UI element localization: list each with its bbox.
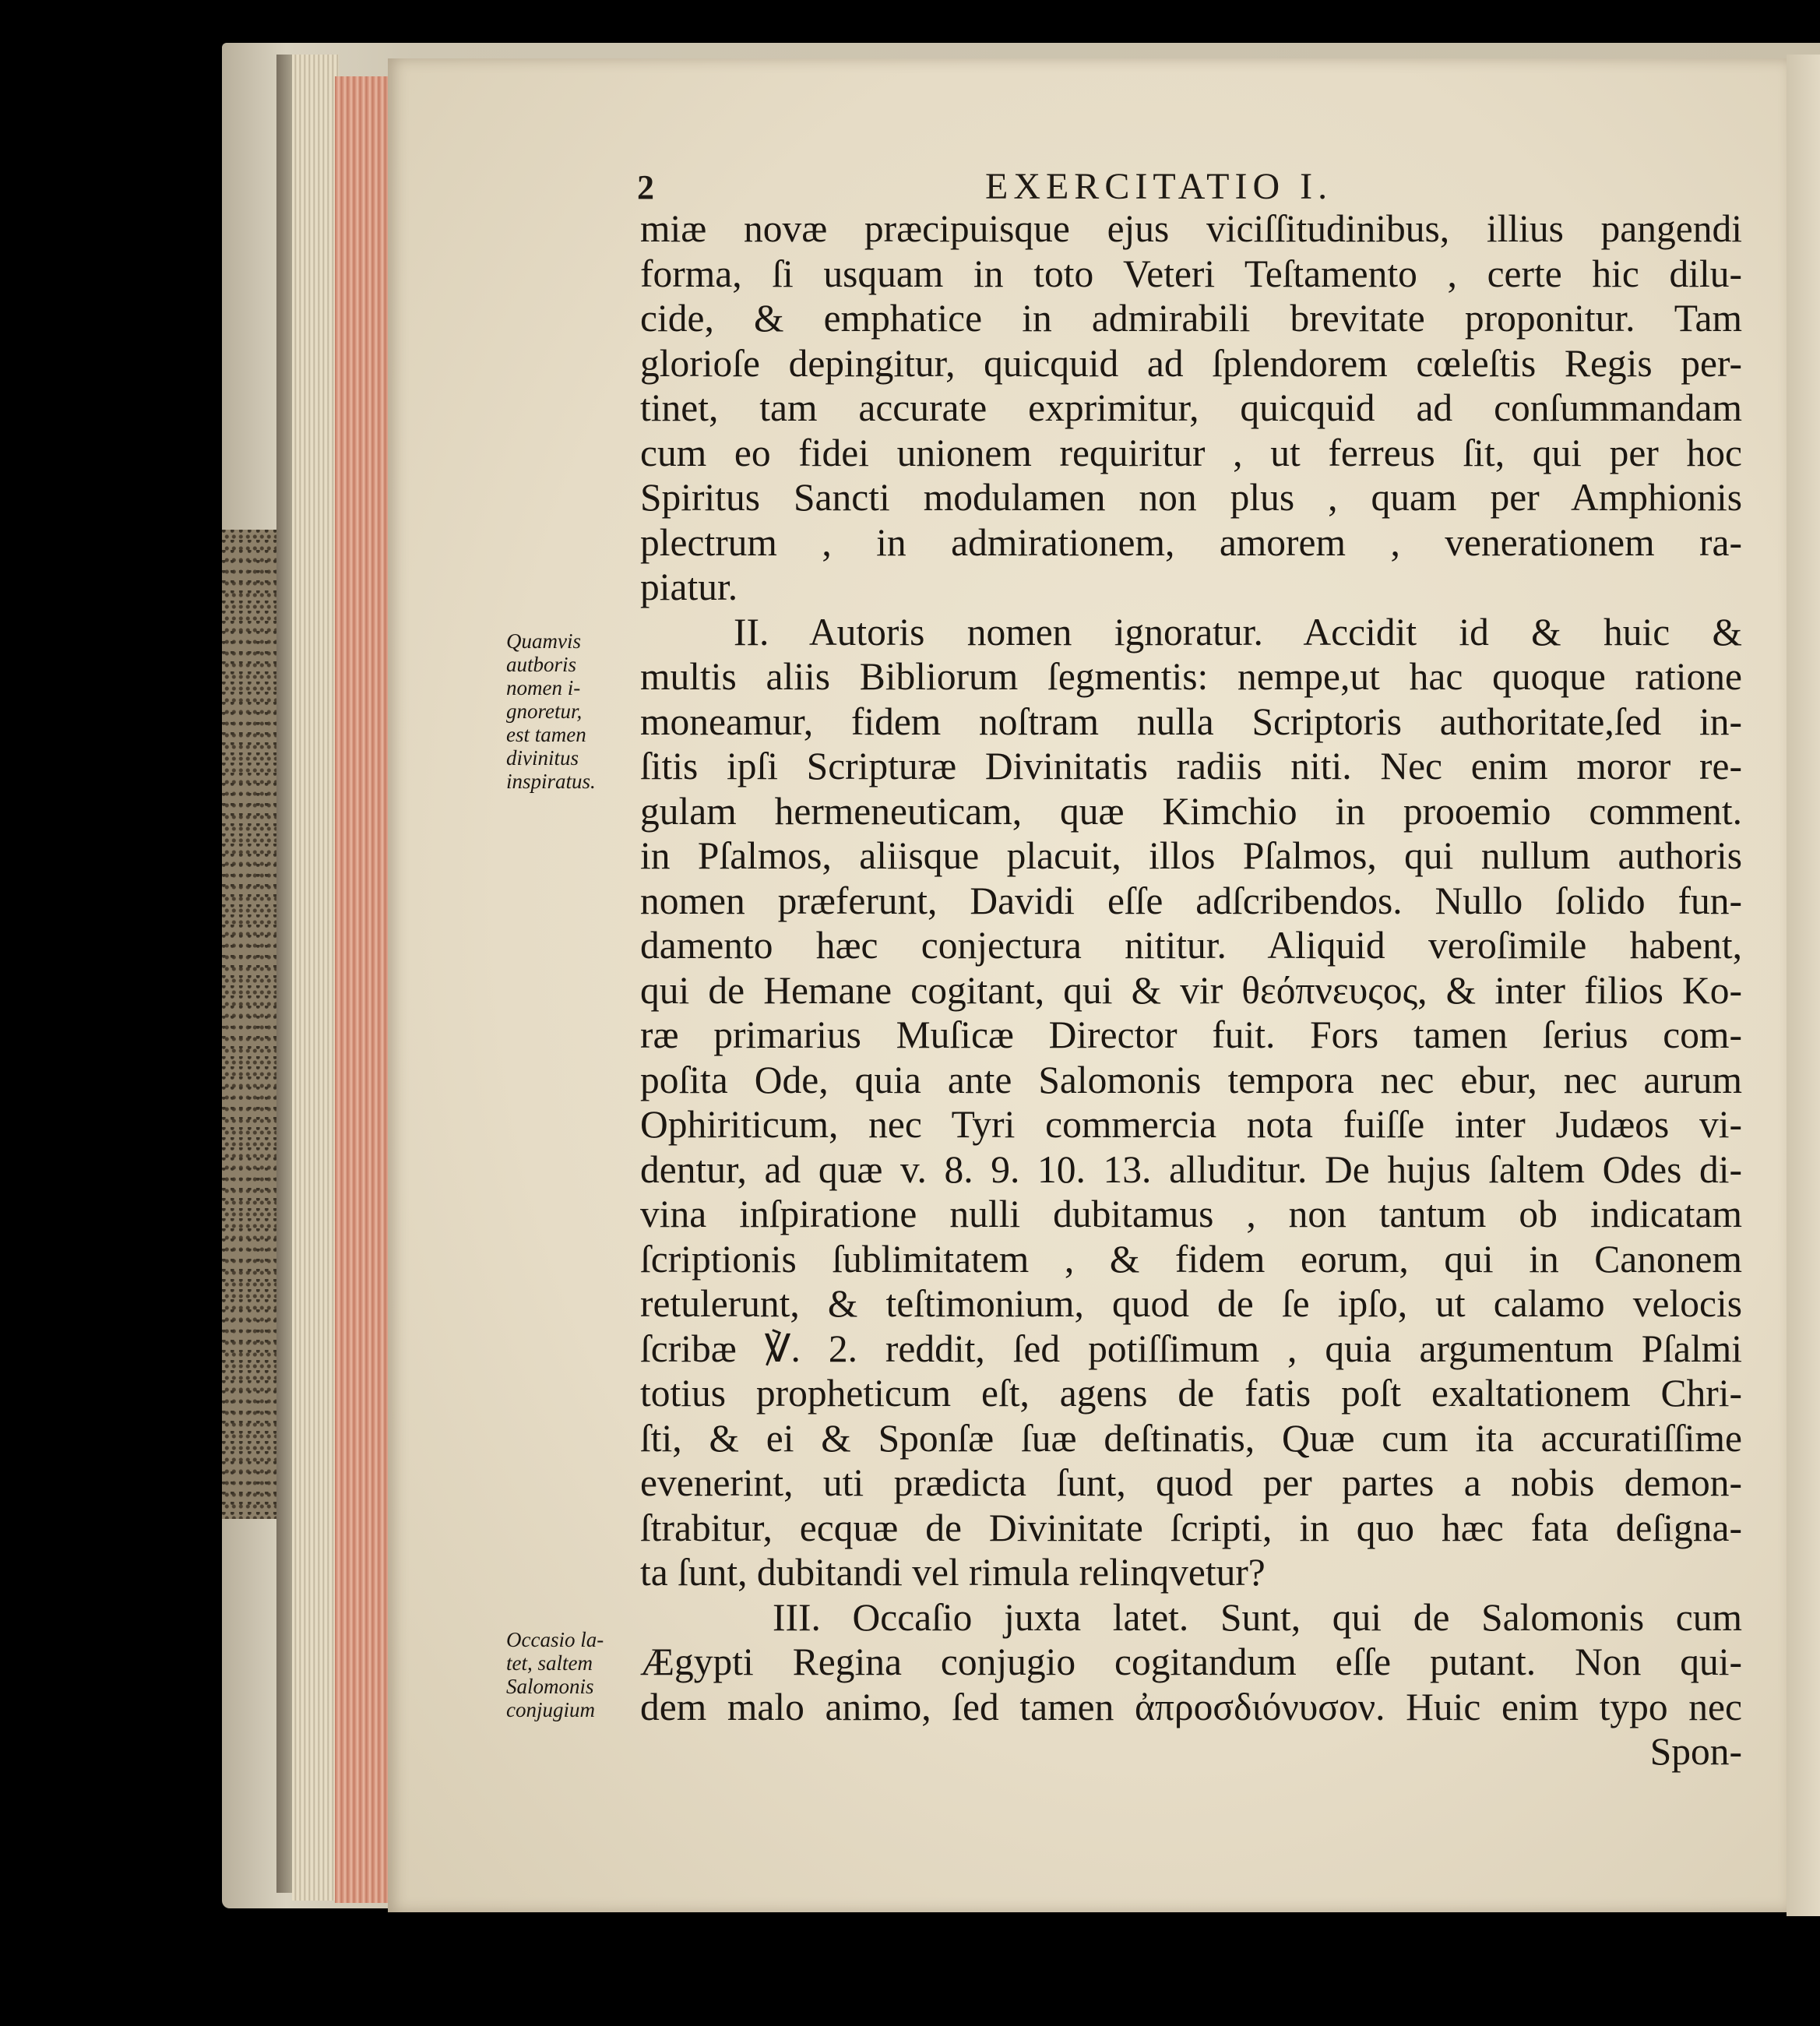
text-line: dem malo animo, ſed tamen ἀπροσδιόνυσον. Huic enim typo nec	[640, 1685, 1742, 1728]
paragraph-start-line: II. Autoris nomen ignoratur. Accidit id & huic &	[734, 610, 1742, 654]
text-line: Spiritus Sancti modulamen non plus , quam per Amphionis	[640, 476, 1742, 519]
page-number: 2	[637, 168, 654, 206]
text-line: retulerunt, & teſtimonium, quod de ſe ipſo, ut calamo velocis	[640, 1282, 1742, 1325]
text-line: cide, & emphatice in admirabili brevitate proponitur. Tam	[640, 297, 1742, 340]
text-line: nomen præferunt, Davidi eſſe adſcribendos. Nullo ſolido fun-	[640, 879, 1742, 922]
margin-note-line: conjugium	[506, 1698, 595, 1721]
text-line: damento hæc conjectura nititur. Aliquid veroſimile habent,	[640, 924, 1742, 967]
body-text	[640, 206, 1742, 1774]
margin-note-line: gnoretur,	[506, 699, 583, 723]
margin-note-occasion	[506, 1628, 631, 1721]
margin-note-line: nomen i-	[506, 676, 581, 699]
margin-note-authorship	[506, 629, 631, 793]
margin-note-line: Quamvis	[506, 629, 581, 653]
text-line: forma, ſi usquam in toto Veteri Teſtamento , certe hic dilu-	[640, 252, 1742, 295]
text-line: ſitis ipſi Scripturæ Divinitatis radiis niti. Nec enim moror re-	[640, 745, 1742, 787]
red-page-edge	[335, 76, 389, 1903]
running-head-title: EXERCITATIO I.	[985, 166, 1333, 207]
text-line: miæ novæ præcipuisque ejus viciſſitudinibus, illius pangendi	[640, 207, 1742, 250]
text-line: totius propheticum eſt, agens de fatis poſt exaltationem Chri-	[640, 1372, 1742, 1415]
margin-note-line: tet, saltem	[506, 1651, 593, 1675]
text-line: tinet, tam accurate exprimitur, quicquid ad conſummandam	[640, 386, 1742, 429]
text-line: ſcribæ ℣. 2. reddit, ſed potiſſimum , quia argumentum Pſalmi	[640, 1327, 1742, 1370]
margin-note-line: inspiratus.	[506, 770, 596, 793]
text-line: ſtrabitur, ecquæ de Divinitate ſcripti, in quo hæc fata deſigna-	[640, 1506, 1742, 1549]
text-line: moneamur, fidem noſtram nulla Scriptoris authoritate,ſed in-	[640, 699, 1742, 743]
text-line: Ophiriticum, nec Tyri commercia nota fuiſſe inter Judæos vi-	[640, 1103, 1742, 1146]
text-line: Ægypti Regina conjugio cogitandum eſſe putant. Non qui-	[640, 1640, 1742, 1683]
facing-page-edge	[1787, 55, 1820, 1916]
text-line: in Pſalmos, aliisque placuit, illos Pſalmos, qui nullum authoris	[640, 834, 1742, 877]
text-line: ræ primarius Muſicæ Director fuit. Fors tamen ſerius com-	[640, 1013, 1742, 1056]
text-line: ſcriptionis ſublimitatem , & fidem eorum, qui in Canonem	[640, 1237, 1742, 1281]
paragraph-start-line: III. Occaſio juxta latet. Sunt, qui de Salomonis cum	[773, 1595, 1742, 1639]
text-line: poſita Ode, quia ante Salomonis tempora nec ebur, nec aurum	[640, 1058, 1742, 1101]
text-line: ſti, & ei & Sponſæ ſuæ deſtinatis, Quæ cum ita accuratiſſime	[640, 1416, 1742, 1460]
text-line: glorioſe depingitur, quicquid ad ſplendorem cœleſtis Regis per-	[640, 341, 1742, 385]
text-line: plectrum , in admirationem, amorem , venerationem ra-	[640, 520, 1742, 564]
marbled-spine	[222, 530, 276, 1519]
text-line: gulam hermeneuticam, quæ Kimchio in prooemio comment.	[640, 789, 1742, 833]
page-edges	[292, 55, 339, 1901]
text-line: dentur, ad quæ v. 8. 9. 10. 13. alluditur. De hujus ſaltem Odes di-	[640, 1147, 1742, 1191]
margin-note-line: Salomonis	[506, 1675, 594, 1698]
text-line: qui de Hemane cogitant, qui & vir θεόπνευςος, & inter filios Ko-	[640, 968, 1742, 1012]
text-line: evenerint, uti prædicta ſunt, quod per partes a nobis demon-	[640, 1461, 1742, 1504]
margin-note-line: Occasio la-	[506, 1628, 604, 1651]
text-line: cum eo fidei unionem requiritur , ut ferreus ſit, qui per hoc	[640, 431, 1742, 474]
text-line: ta ſunt, dubitandi vel rimula relinqvetur?	[640, 1551, 1266, 1594]
margin-note-line: autboris	[506, 653, 577, 676]
spine-gutter	[276, 55, 292, 1893]
margin-note-line: divinitus	[506, 746, 579, 770]
text-line: multis aliis Bibliorum ſegmentis: nempe,ut hac quoque ratione	[640, 655, 1742, 698]
text-line: vina inſpiratione nulli dubitamus , non tantum ob indicatam	[640, 1193, 1742, 1235]
catchword: Spon-	[1649, 1730, 1742, 1773]
margin-note-line: est tamen	[506, 723, 586, 746]
text-line: piatur.	[640, 566, 738, 608]
